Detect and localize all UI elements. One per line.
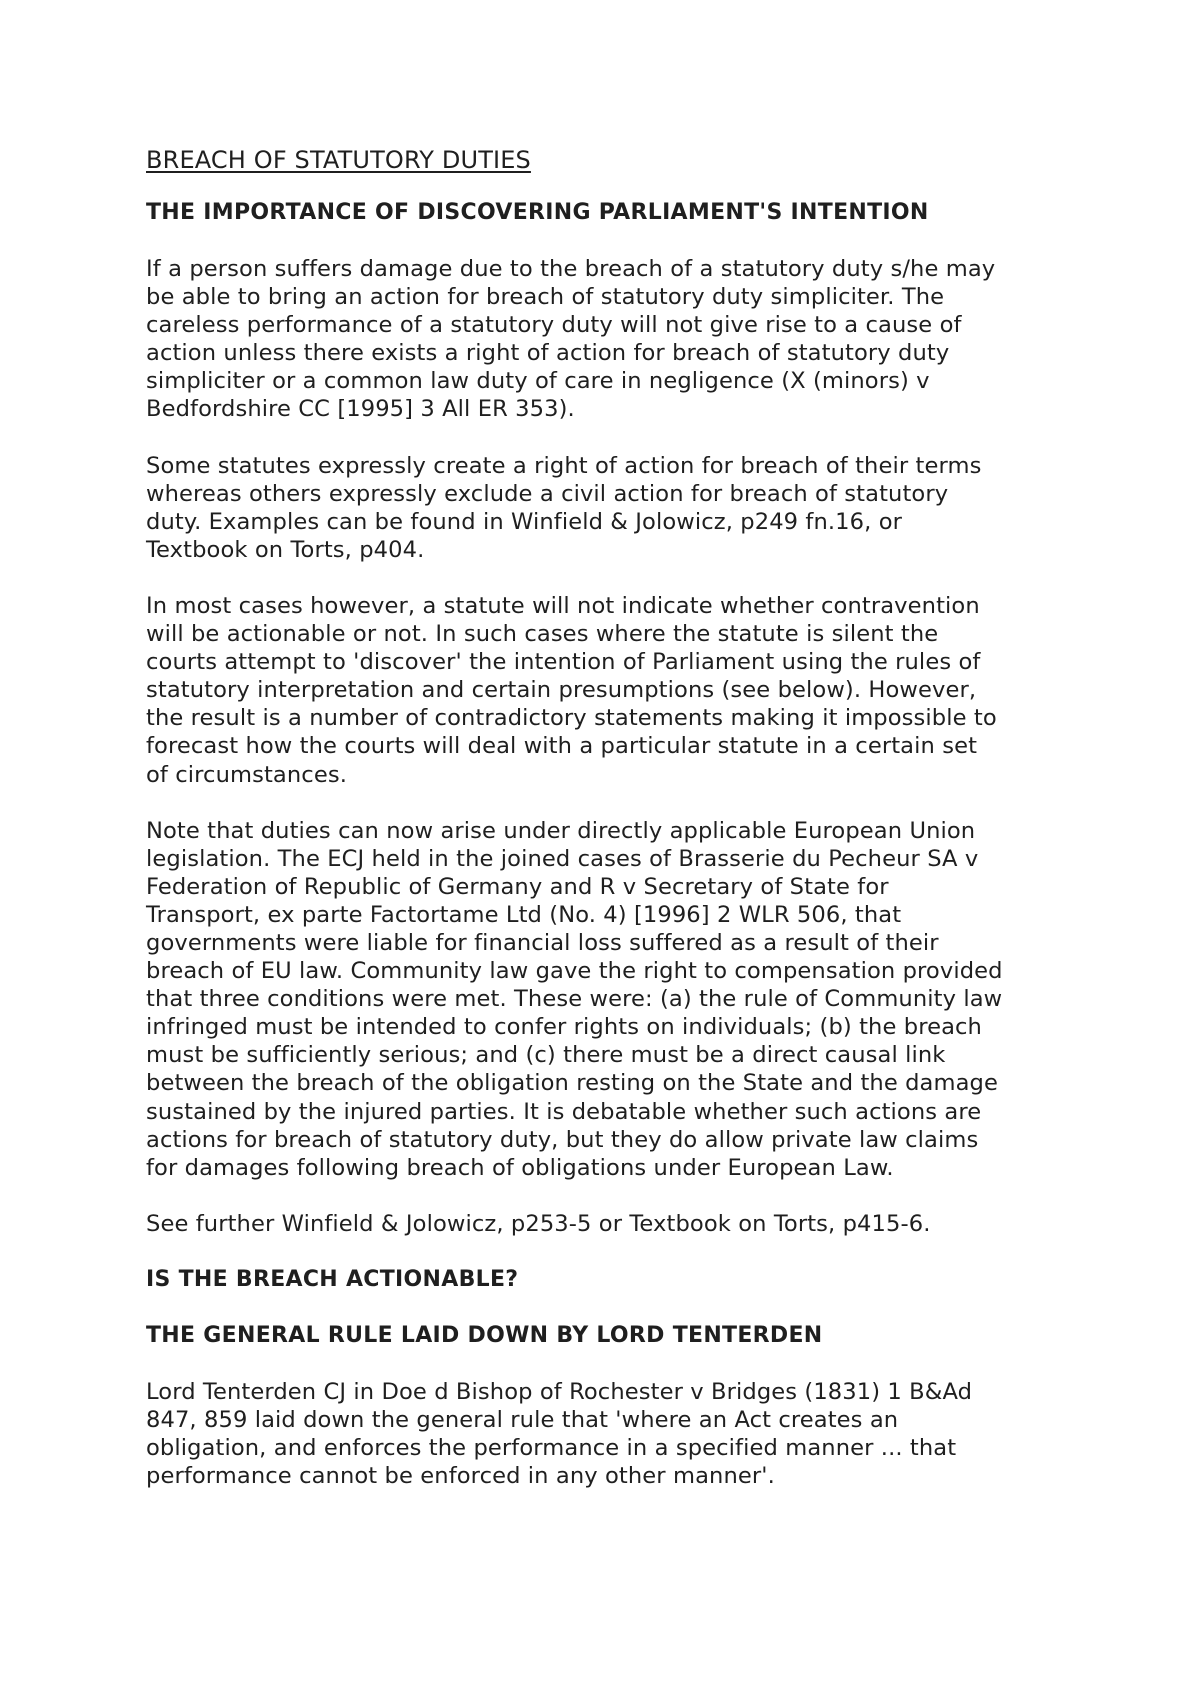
paragraph-see-further: See further Winfield & Jolowicz, p253-5 or Textbook on Torts, p415-6. [146, 1210, 931, 1237]
paragraph-lord-tenterden: Lord Tenterden CJ in Doe d Bishop of Rochester v Bridges (1831) 1 B&Ad 847, 859 laid down the general rule that 'where an Act creates an obligation, and enforces the performance in a specified manner ... that performance cannot be enforced in any other manner'. [146, 1378, 973, 1490]
paragraph-express-statutes: Some statutes expressly create a right of action for breach of their terms whereas others expressly exclude a civil action for breach of statutory duty. Examples can be found in Winfield & Jolowicz, p249 fn.16, or Textbook on Torts, p404. [146, 452, 982, 563]
paragraph-eu-duties: Note that duties can now arise under directly applicable European Union legislation. The ECJ held in the joined cases of Brasserie du Pecheur SA v Federation of Republic of Germany and R v Secretary of State for Transport, ex parte Factortame Ltd (No. 4) [1996] 2 WLR 506, that governments were liable for financial loss suffered as a result of their breach of EU law. Community law gave the right to compensation provided that three conditions were met. These were: (a) the rule of Community law infringed must be intended to confer rights on individuals; (b) the breach must be sufficiently serious; and (c) there must be a direct causal link between the breach of the obligation resting on the State and the damage sustained by the injured parties. It is debatable whether such actions are actions for breach of statutory duty, but they do allow private law claims for damages following breach of obligations under European Law. [146, 817, 1003, 1181]
paragraph-breach-simpliciter: If a person suffers damage due to the breach of a statutory duty s/he may be able to bring an action for breach of statutory duty simpliciter. The careless performance of a statutory duty will not give rise to a cause of action unless there exists a right of action for breach of statutory duty simpliciter or a common law duty of care in negligence (X (minors) v Bedfordshire CC [1995] 3 All ER 353). [146, 256, 996, 423]
section-heading-actionable: IS THE BREACH ACTIONABLE? [146, 1266, 519, 1292]
section-heading-general-rule: THE GENERAL RULE LAID DOWN BY LORD TENTERDEN [146, 1322, 823, 1348]
section-heading-parliament-intention: THE IMPORTANCE OF DISCOVERING PARLIAMENT'S INTENTION [146, 200, 929, 225]
document-page [146, 144, 1086, 1518]
paragraph-silent-statutes: In most cases however, a statute will not indicate whether contravention will be actionable or not. In such cases where the statute is silent the courts attempt to 'discover' the intention of Parliament using the rules of statutory interpretation and certain presumptions (see below). However, the result is a number of contradictory statements making it impossible to forecast how the courts will deal with a particular statute in a certain set of circumstances. [146, 592, 997, 788]
document-title: BREACH OF STATUTORY DUTIES [146, 146, 531, 174]
